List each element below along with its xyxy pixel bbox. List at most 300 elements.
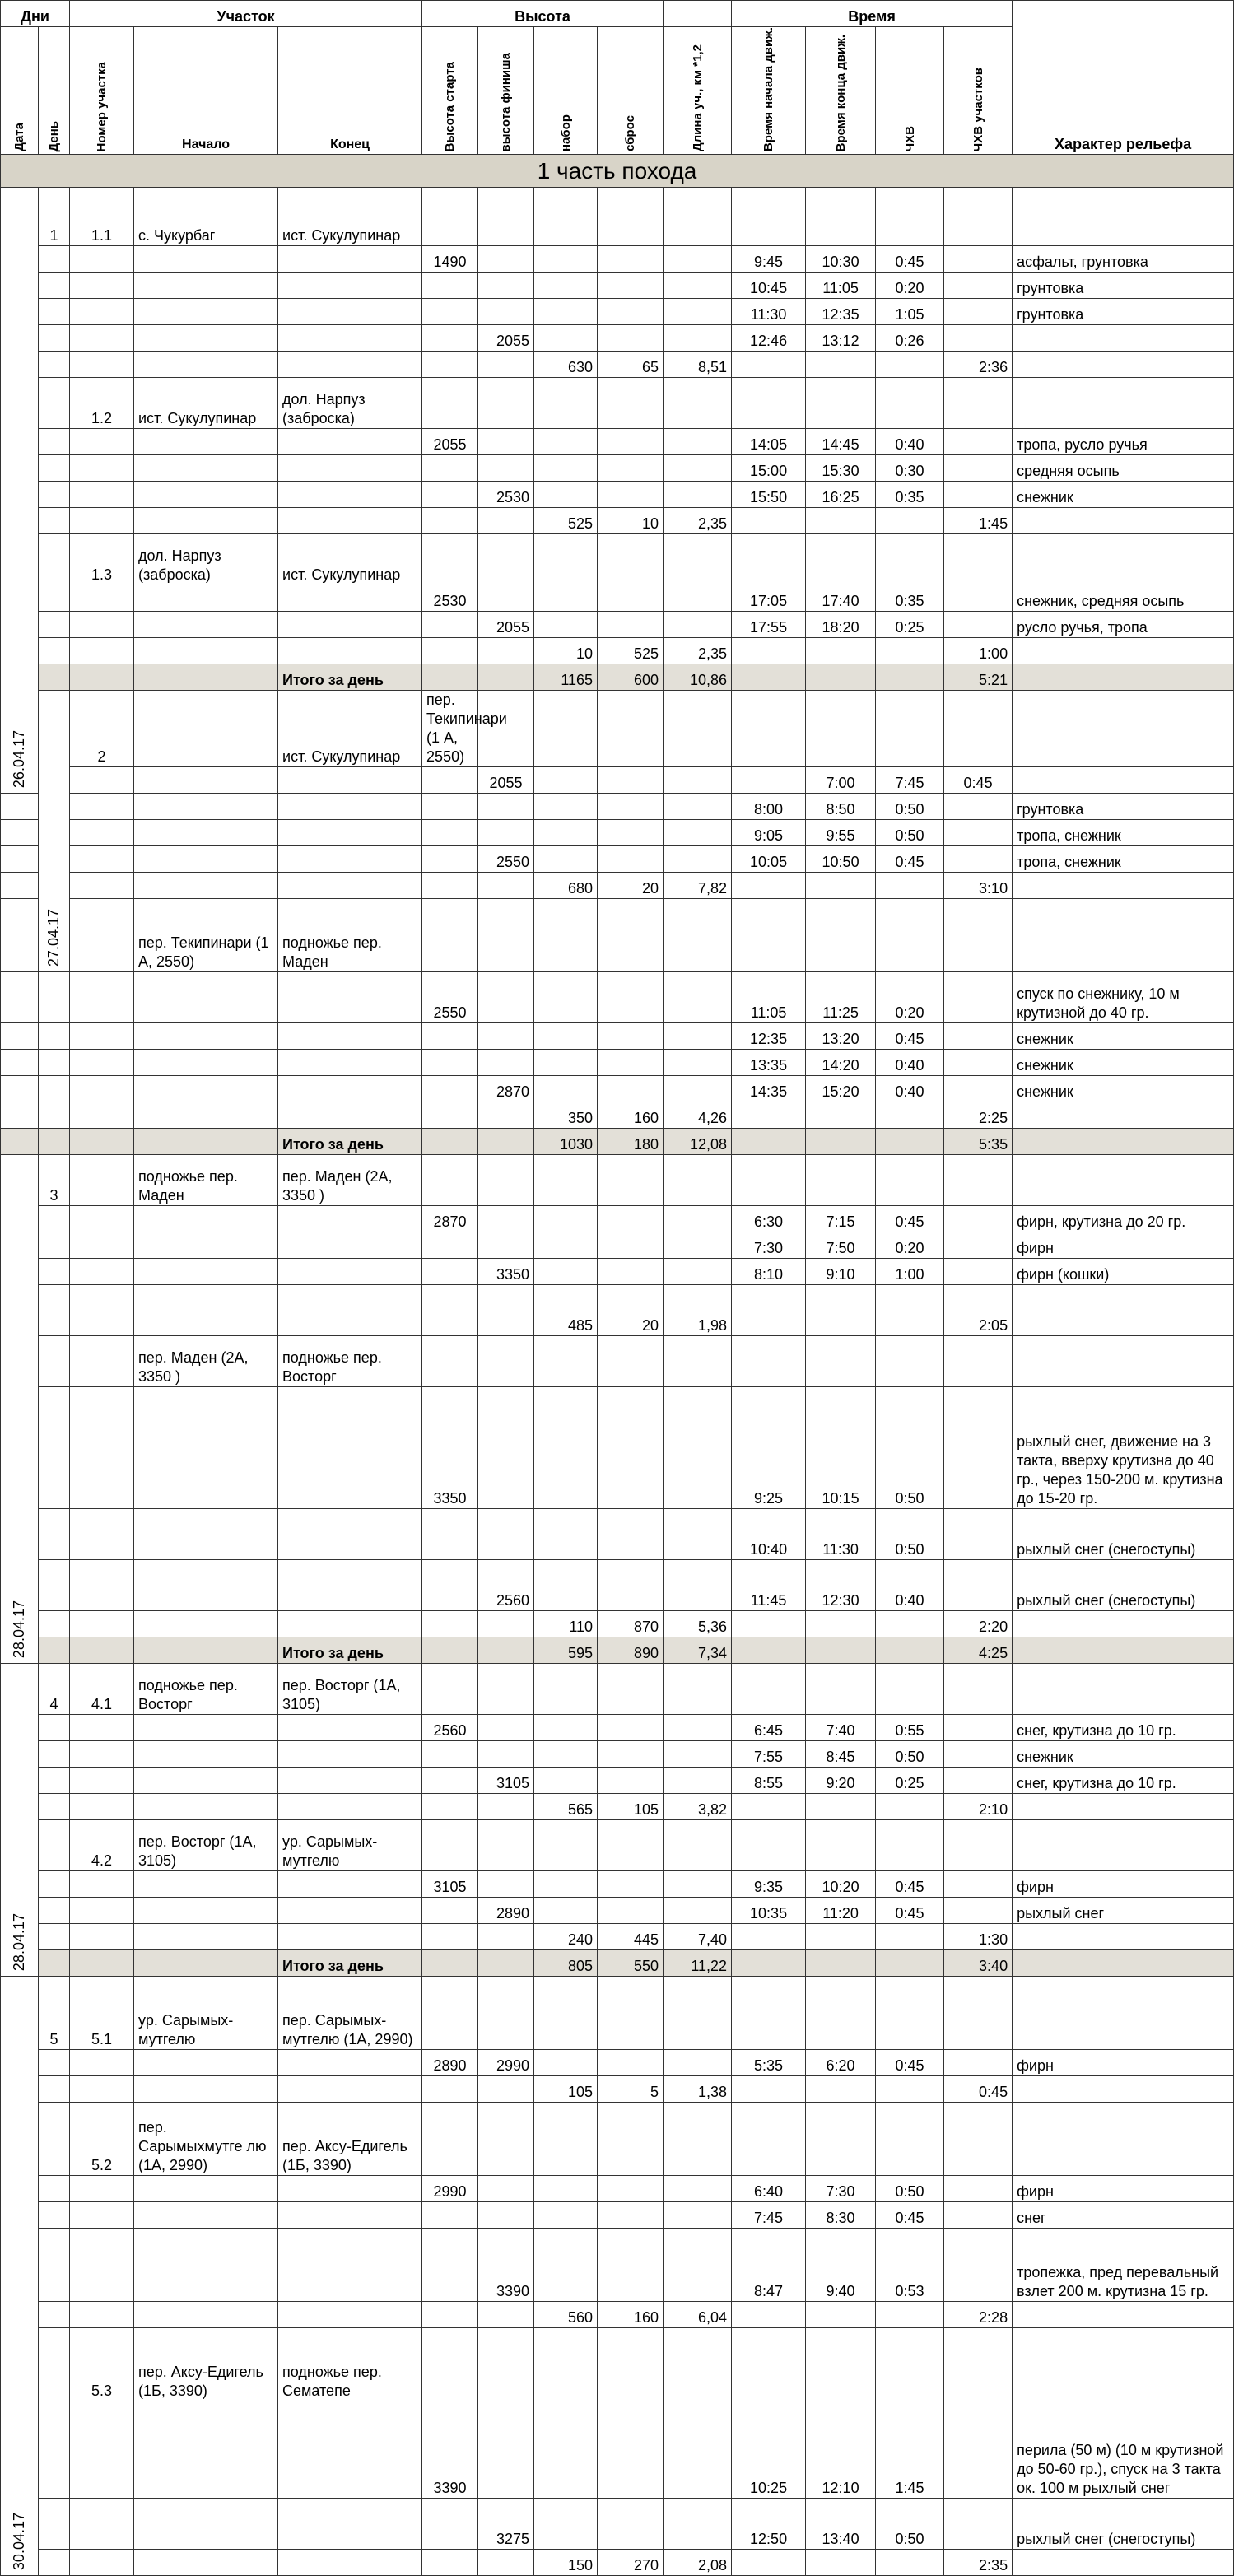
chv-section-total	[944, 1155, 1013, 1206]
chv-value: 1:00	[876, 1259, 944, 1285]
day-number	[39, 1820, 70, 1871]
section-end: пер. Сарымых-мутгелю (1А, 2990)	[278, 1977, 422, 2050]
section-length	[664, 1768, 732, 1794]
header-end: Конец	[278, 27, 422, 155]
chv-section-total	[944, 2328, 1013, 2401]
day-number	[39, 2103, 70, 2176]
start-height	[422, 899, 478, 972]
section-length	[664, 2202, 732, 2229]
section-start	[134, 873, 278, 899]
table-row	[1, 1155, 1234, 1206]
finish-height: 3105	[478, 1768, 534, 1794]
start-height	[422, 664, 478, 691]
section-start	[134, 612, 278, 638]
finish-height	[478, 1950, 534, 1977]
section-number	[70, 1206, 134, 1232]
finish-height	[478, 1102, 534, 1129]
height-gain	[534, 1155, 598, 1206]
start-height	[422, 1637, 478, 1664]
chv-value: 0:45	[876, 1023, 944, 1050]
section-number	[70, 482, 134, 508]
terrain-description	[1013, 1637, 1234, 1664]
section-end: ур. Сарымых-мутгелю	[278, 1820, 422, 1871]
finish-height	[478, 1637, 534, 1664]
height-gain: 150	[534, 2550, 598, 2576]
section-start	[134, 2050, 278, 2076]
height-loss	[598, 2202, 664, 2229]
time-start: 7:45	[732, 2202, 806, 2229]
start-height	[422, 1232, 478, 1259]
day-total-row	[1, 1950, 1234, 1977]
time-start	[732, 638, 806, 664]
finish-height: 2890	[478, 1898, 534, 1924]
time-start	[732, 2076, 806, 2103]
table-row	[1, 2050, 1234, 2076]
day-number	[39, 429, 70, 455]
start-height	[422, 2550, 478, 2576]
section-start	[134, 1715, 278, 1741]
height-gain	[534, 1820, 598, 1871]
section-number	[70, 1898, 134, 1924]
chv-value	[876, 1820, 944, 1871]
time-start: 10:35	[732, 1898, 806, 1924]
section-end	[278, 1741, 422, 1768]
time-start	[732, 1794, 806, 1820]
section-number	[70, 1637, 134, 1664]
section-length	[664, 1664, 732, 1715]
section-number	[70, 585, 134, 612]
time-end: 10:20	[806, 1871, 876, 1898]
section-start	[134, 2401, 278, 2499]
height-loss	[598, 585, 664, 612]
table-row	[1, 2401, 1234, 2499]
chv-value: 0:45	[876, 846, 944, 873]
terrain-description: снежник	[1013, 482, 1234, 508]
time-start: 12:50	[732, 2499, 806, 2550]
chv-value: 0:30	[876, 455, 944, 482]
day-number	[39, 2550, 70, 2576]
section-end	[278, 1023, 422, 1050]
height-gain: 595	[534, 1637, 598, 1664]
day-number	[39, 2050, 70, 2076]
start-height	[422, 508, 478, 534]
chv-value	[876, 2550, 944, 2576]
section-length	[664, 534, 732, 585]
chv-section-total: 1:30	[944, 1924, 1013, 1950]
chv-value	[876, 1664, 944, 1715]
finish-height	[478, 899, 534, 972]
time-end: 9:10	[806, 1259, 876, 1285]
terrain-description	[1013, 1977, 1234, 2050]
chv-section-total: 5:35	[944, 1129, 1013, 1155]
start-height	[422, 1129, 478, 1155]
day-number	[39, 1259, 70, 1285]
height-loss	[598, 899, 664, 972]
section-number	[70, 846, 134, 873]
chv-section-total	[944, 378, 1013, 429]
height-gain	[534, 2229, 598, 2302]
height-gain	[534, 378, 598, 429]
chv-value	[876, 508, 944, 534]
time-start: 7:00	[806, 767, 876, 794]
height-gain	[534, 2202, 598, 2229]
empty-cell	[1, 1076, 39, 1102]
section-end	[278, 1768, 422, 1794]
chv-value	[876, 1611, 944, 1637]
height-gain	[534, 188, 598, 246]
finish-height	[478, 2328, 534, 2401]
start-height	[478, 691, 534, 767]
table-row	[1, 1820, 1234, 1871]
chv-value	[876, 1794, 944, 1820]
height-gain: 560	[534, 2302, 598, 2328]
height-gain: 630	[534, 352, 598, 378]
section-start	[134, 1232, 278, 1259]
table-row	[1, 691, 1234, 767]
time-end: 7:15	[806, 1206, 876, 1232]
section-length	[664, 1509, 732, 1560]
time-end	[806, 1924, 876, 1950]
table-row	[1, 585, 1234, 612]
start-height	[422, 2302, 478, 2328]
terrain-description: перила (50 м) (10 м крутизной до 50-60 гр.), спуск на 3 такта ок. 100 м рыхлый снег	[1013, 2401, 1234, 2499]
terrain-description: фирн	[1013, 1871, 1234, 1898]
day-number	[39, 378, 70, 429]
section-number: 1.2	[70, 378, 134, 429]
day-number	[1, 873, 39, 899]
day-number	[1, 794, 39, 820]
chv-value: 0:55	[876, 1715, 944, 1741]
terrain-description: снежник	[1013, 1076, 1234, 1102]
terrain-description: фирн, крутизна до 20 гр.	[1013, 1206, 1234, 1232]
terrain-description	[1013, 1820, 1234, 1871]
section-number: 5.2	[70, 2103, 134, 2176]
height-gain	[534, 325, 598, 352]
time-start: 17:05	[732, 585, 806, 612]
height-loss	[598, 1076, 664, 1102]
section-start	[134, 794, 278, 820]
chv-section-total	[944, 1871, 1013, 1898]
header-section: Участок	[70, 1, 422, 27]
finish-height	[534, 767, 598, 794]
section-number	[134, 691, 278, 767]
chv-section-total	[944, 1076, 1013, 1102]
day-number	[39, 638, 70, 664]
time-start	[732, 899, 806, 972]
start-height	[422, 2499, 478, 2550]
section-number	[70, 1560, 134, 1611]
table-row	[1, 972, 1234, 1023]
time-end: 16:25	[806, 482, 876, 508]
finish-height	[478, 1977, 534, 2050]
section-end	[278, 1924, 422, 1950]
section-start	[134, 638, 278, 664]
section-number	[70, 2229, 134, 2302]
table-row	[1, 1206, 1234, 1232]
finish-height	[478, 1336, 534, 1387]
section-number	[70, 873, 134, 899]
start-height	[422, 1560, 478, 1611]
table-row	[1, 899, 1234, 972]
table-row	[1, 508, 1234, 534]
section-end	[278, 1206, 422, 1232]
section-length	[664, 2401, 732, 2499]
day-number	[39, 508, 70, 534]
height-gain	[534, 1871, 598, 1898]
terrain-description	[1013, 1336, 1234, 1387]
header-time-start: Время начала движ.	[732, 27, 806, 155]
finish-height	[478, 378, 534, 429]
time-start: 7:55	[732, 1741, 806, 1768]
height-loss	[598, 1768, 664, 1794]
section-number: 5.1	[70, 1977, 134, 2050]
day-number	[39, 2302, 70, 2328]
section-end	[278, 1509, 422, 1560]
finish-height: 2055	[478, 325, 534, 352]
section-length	[664, 794, 732, 820]
time-start: 15:50	[732, 482, 806, 508]
terrain-description	[1013, 1950, 1234, 1977]
section-end	[278, 638, 422, 664]
section-end	[278, 1871, 422, 1898]
finish-height	[478, 246, 534, 273]
section-end	[422, 767, 478, 794]
chv-section-total: 3:10	[944, 873, 1013, 899]
day-number	[39, 455, 70, 482]
section-length	[664, 1741, 732, 1768]
finish-height	[478, 1129, 534, 1155]
chv-section-total	[944, 188, 1013, 246]
section-end	[278, 820, 422, 846]
chv-value: 0:25	[876, 1768, 944, 1794]
section-length	[664, 1155, 732, 1206]
section-number	[70, 1924, 134, 1950]
terrain-description	[1013, 664, 1234, 691]
finish-height	[478, 1611, 534, 1637]
terrain-description	[1013, 1102, 1234, 1129]
terrain-description: асфальт, грунтовка	[1013, 246, 1234, 273]
time-end	[806, 2103, 876, 2176]
start-height	[422, 2229, 478, 2302]
chv-section-total	[944, 1664, 1013, 1715]
start-height	[422, 1285, 478, 1336]
section-length	[664, 2050, 732, 2076]
chv-value: 0:20	[876, 1232, 944, 1259]
height-loss	[598, 378, 664, 429]
terrain-description	[1013, 188, 1234, 246]
time-end: 9:40	[806, 2229, 876, 2302]
section-start	[134, 1898, 278, 1924]
finish-height	[478, 820, 534, 846]
table-row	[1, 1023, 1234, 1050]
section-number	[70, 1232, 134, 1259]
section-length	[664, 972, 732, 1023]
height-loss	[598, 455, 664, 482]
section-end	[278, 1794, 422, 1820]
section-length	[664, 1336, 732, 1387]
time-start	[732, 873, 806, 899]
section-length	[732, 767, 806, 794]
day-number	[39, 273, 70, 299]
day-number	[1, 820, 39, 846]
section-start	[134, 1076, 278, 1102]
chv-section-total	[944, 1977, 1013, 2050]
time-start: 6:30	[732, 1206, 806, 1232]
terrain-description	[1013, 1611, 1234, 1637]
chv-value	[876, 188, 944, 246]
header-loss: сброс	[598, 27, 664, 155]
terrain-description: снег, крутизна до 10 гр.	[1013, 1768, 1234, 1794]
time-end: 7:45	[876, 767, 944, 794]
table-row	[1, 482, 1234, 508]
header-day: День	[39, 27, 70, 155]
day-number	[39, 2076, 70, 2103]
start-height	[422, 188, 478, 246]
section-end	[278, 1715, 422, 1741]
height-loss	[598, 1715, 664, 1741]
section-length	[664, 1387, 732, 1509]
chv-section-total	[944, 1560, 1013, 1611]
start-height	[422, 1950, 478, 1977]
chv-section-total	[944, 2176, 1013, 2202]
terrain-description: русло ручья, тропа	[1013, 612, 1234, 638]
table-row	[1, 1924, 1234, 1950]
terrain-description	[1013, 1664, 1234, 1715]
height-loss: 160	[598, 1102, 664, 1129]
chv-section-total	[944, 1820, 1013, 1871]
chv-value	[876, 378, 944, 429]
day-date: 27.04.17	[39, 691, 70, 972]
start-height	[422, 1898, 478, 1924]
finish-height	[478, 1232, 534, 1259]
height-loss	[598, 2050, 664, 2076]
time-end	[806, 638, 876, 664]
chv-section-total: 3:40	[944, 1950, 1013, 1977]
day-number	[1, 846, 39, 873]
time-end: 18:20	[806, 612, 876, 638]
time-start: 8:10	[732, 1259, 806, 1285]
empty-cell	[1, 972, 39, 1023]
section-start	[134, 1741, 278, 1768]
day-number	[1, 899, 39, 972]
day-number	[39, 2401, 70, 2499]
day-date: 28.04.17	[1, 1155, 39, 1664]
section-end	[278, 2050, 422, 2076]
finish-height	[478, 1715, 534, 1741]
day-number	[39, 299, 70, 325]
section-number	[70, 1741, 134, 1768]
day-number	[39, 1768, 70, 1794]
finish-height	[478, 1387, 534, 1509]
time-start: 15:00	[732, 455, 806, 482]
start-height: 2055	[478, 767, 534, 794]
terrain-description: грунтовка	[1013, 794, 1234, 820]
section-end: ист. Сукулупинар	[278, 534, 422, 585]
time-end: 15:30	[806, 455, 876, 482]
start-height: 2530	[422, 585, 478, 612]
chv-section-total	[944, 612, 1013, 638]
table-row	[1, 2302, 1234, 2328]
terrain-description: снежник	[1013, 1050, 1234, 1076]
table-row	[1, 1898, 1234, 1924]
section-number	[70, 1387, 134, 1509]
height-gain: 565	[534, 1794, 598, 1820]
finish-height: 2550	[478, 846, 534, 873]
section-start	[134, 325, 278, 352]
chv-value	[876, 2076, 944, 2103]
start-height: 2870	[422, 1206, 478, 1232]
section-number: 4.1	[70, 1664, 134, 1715]
chv-value: 0:45	[876, 1871, 944, 1898]
start-height	[422, 1768, 478, 1794]
finish-height	[478, 273, 534, 299]
start-height	[422, 482, 478, 508]
chv-section-total	[944, 846, 1013, 873]
height-gain	[598, 767, 664, 794]
start-height	[422, 1155, 478, 1206]
section-number	[70, 1259, 134, 1285]
section-number	[70, 1076, 134, 1102]
terrain-description: рыхлый снег, движение на 3 такта, вверху крутизна до 40 гр., через 150-200 м. крутизна до 15-20 гр.	[1013, 1387, 1234, 1509]
time-start: 10:45	[732, 273, 806, 299]
chv-section-total	[944, 2401, 1013, 2499]
finish-height	[478, 873, 534, 899]
chv-value: 1:05	[876, 299, 944, 325]
section-start: дол. Нарпуз (заброска)	[134, 534, 278, 585]
time-start: 17:55	[732, 612, 806, 638]
section-length: 8,51	[664, 352, 732, 378]
section-start: пер. Аксу-Едигель (1Б, 3390)	[134, 2328, 278, 2401]
table-row	[1, 1560, 1234, 1611]
height-gain	[534, 1259, 598, 1285]
chv-section-total	[944, 1715, 1013, 1741]
table-row	[1, 455, 1234, 482]
finish-height	[478, 455, 534, 482]
section-end	[278, 2401, 422, 2499]
section-end	[278, 2229, 422, 2302]
terrain-description	[1013, 2302, 1234, 2328]
section-length: 2,35	[664, 638, 732, 664]
finish-height	[478, 794, 534, 820]
section-start	[134, 1611, 278, 1637]
time-end: 7:30	[806, 2176, 876, 2202]
section-number	[70, 972, 134, 1023]
terrain-description: тропа, снежник	[1013, 846, 1234, 873]
time-end: 11:20	[806, 1898, 876, 1924]
day-total-label: Итого за день	[278, 1637, 422, 1664]
height-gain	[534, 612, 598, 638]
section-length: 7,40	[664, 1924, 732, 1950]
table-row	[1, 2550, 1234, 2576]
start-height	[422, 820, 478, 846]
section-end	[278, 1387, 422, 1509]
height-loss: 600	[598, 664, 664, 691]
start-height	[422, 455, 478, 482]
section-end	[278, 273, 422, 299]
table-row	[1, 1715, 1234, 1741]
day-number	[39, 1050, 70, 1076]
section-start: пер. Сарымыхмутге лю (1А, 2990)	[134, 2103, 278, 2176]
chv-section-total	[944, 585, 1013, 612]
table-row	[1, 2202, 1234, 2229]
day-number	[39, 2328, 70, 2401]
time-end: 9:20	[806, 1768, 876, 1794]
day-date: 26.04.17	[1, 188, 39, 794]
start-height	[422, 846, 478, 873]
terrain-description: рыхлый снег (снегоступы)	[1013, 2499, 1234, 2550]
height-loss: 160	[598, 2302, 664, 2328]
section-number	[70, 1950, 134, 1977]
